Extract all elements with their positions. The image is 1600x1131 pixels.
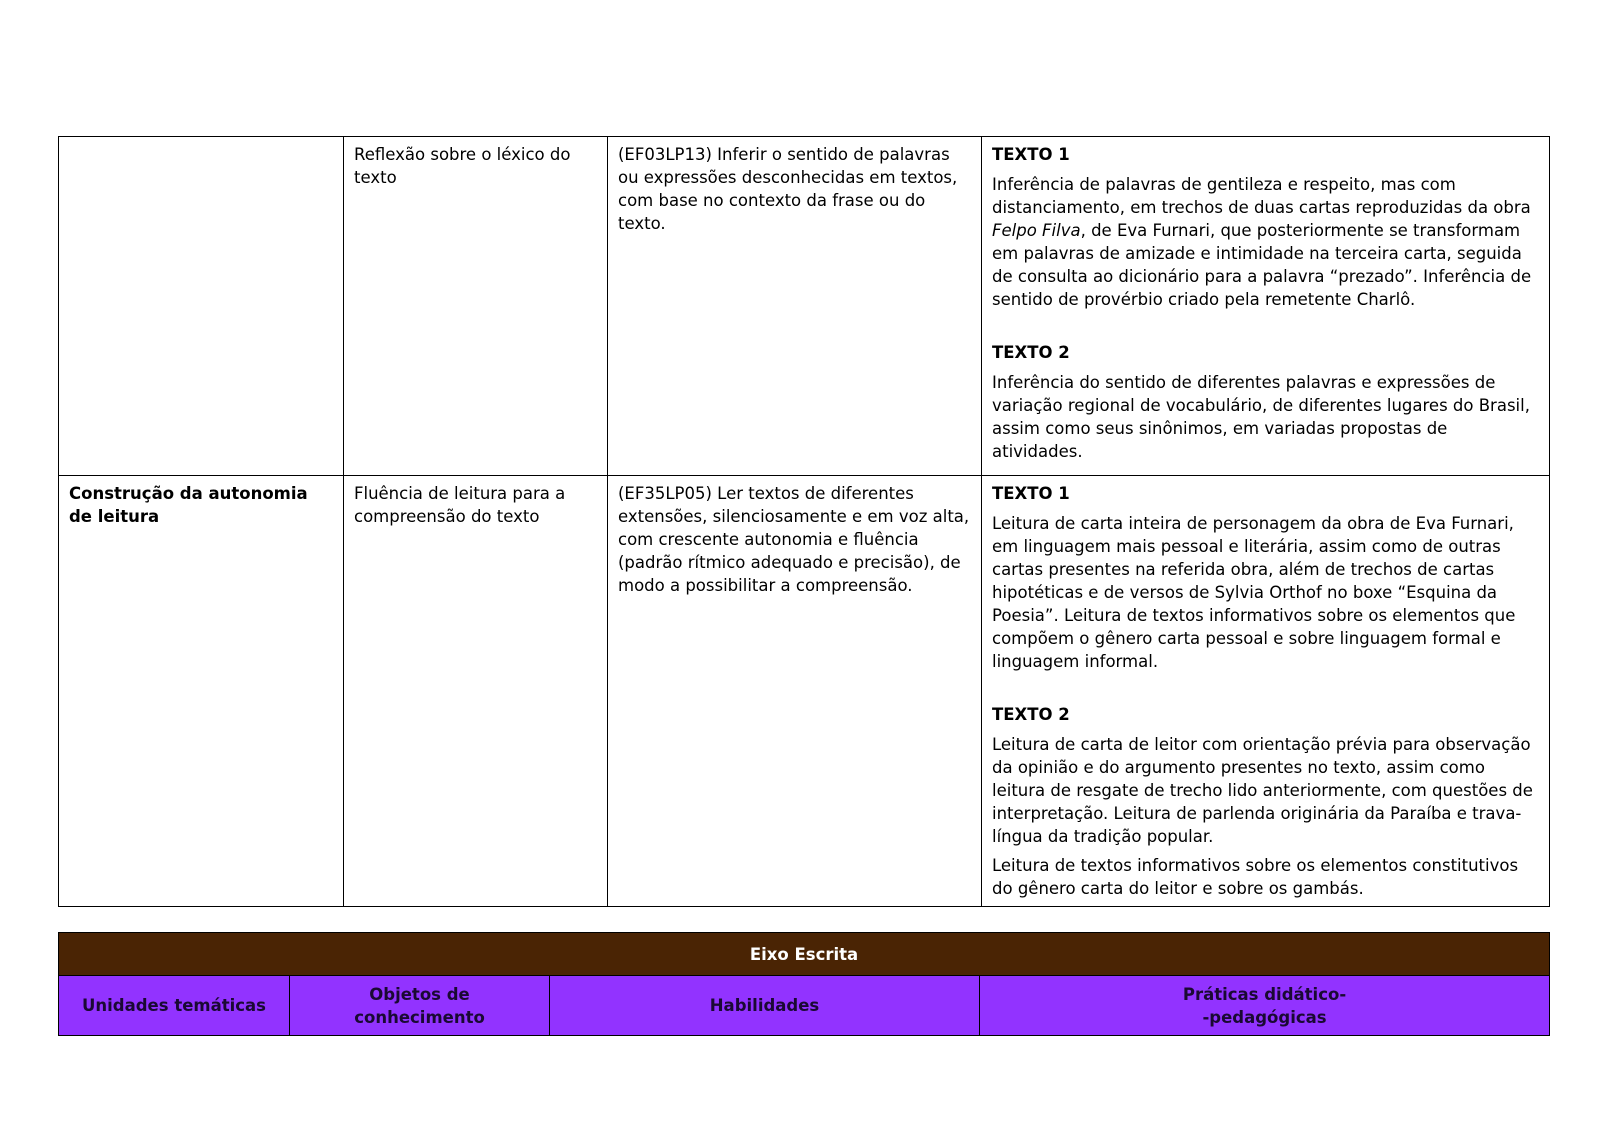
texto2-paragraph-extra: Leitura de textos informativos sobre os elementos constitutivos do gênero carta do leitor e sobre os gambás.: [992, 856, 1519, 898]
object-cell: Fluência de leitura para a compreensão do texto: [344, 476, 608, 907]
unit-cell: [59, 137, 344, 476]
header-practices: Práticas didático- -pedagógicas: [980, 976, 1550, 1036]
texto1-paragraph: Inferência de palavras de gentileza e respeito, mas com distanciamento, em trechos de duas cartas reproduzidas da obra Felpo Filva, de Eva Furnari, que posteriormente se transformam em palavras de amizade e intimidade na terceira carta, seguida de consulta ao dicionário para a palavra “prezado”. Inferência de sentido de provérbio criado pela remetente Charlô.: [992, 175, 1532, 309]
skill-cell: (EF35LP05) Ler textos de diferentes extensões, silenciosamente e em voz alta, com crescente autonomia e fluência (padrão rítmico adequado e precisão), de modo a possibilitar a compreensão.: [608, 476, 982, 907]
practices-cell: [982, 476, 1550, 907]
table-row: [59, 137, 1550, 476]
curriculum-table: [58, 136, 1550, 907]
header-skills: Habilidades: [550, 976, 980, 1036]
header-units: Unidades temáticas: [59, 976, 290, 1036]
texto1-label: TEXTO 1: [992, 145, 1070, 164]
texto1-label: TEXTO 1: [992, 484, 1070, 503]
texto1-paragraph: Leitura de carta inteira de personagem da obra de Eva Furnari, em linguagem mais pessoal e literária, assim como de outras cartas presentes na referida obra, além de trechos de cartas hipotéticas e de versos de Sylvia Orthof no boxe “Esquina da Poesia”. Leitura de textos informativos sobre os elementos que compõem o gênero carta pessoal e sobre linguagem formal e linguagem informal.: [992, 514, 1516, 671]
texto2-paragraph: Leitura de carta de leitor com orientação prévia para observação da opinião e do argumento presentes no texto, assim como leitura de resgate de trecho lido anteriormente, com questões de interpretação. Leitura de parlenda originária da Paraíba e trava-língua da tradição popular.: [992, 735, 1533, 846]
axis-header-table: [58, 932, 1550, 1036]
unit-cell: Construção da autonomia de leitura: [59, 476, 344, 907]
skill-cell: (EF03LP13) Inferir o sentido de palavras ou expressões desconhecidas em textos, com base no contexto da frase ou do texto.: [608, 137, 982, 476]
texto2-label: TEXTO 2: [992, 705, 1070, 724]
axis-title: Eixo Escrita: [59, 933, 1550, 976]
object-cell: Reflexão sobre o léxico do texto: [344, 137, 608, 476]
texto2-label: TEXTO 2: [992, 343, 1070, 362]
practices-cell: [982, 137, 1550, 476]
header-objects: Objetos de conhecimento: [290, 976, 550, 1036]
texto2-paragraph: Inferência do sentido de diferentes palavras e expressões de variação regional de vocabulário, de diferentes lugares do Brasil, assim como seus sinônimos, em variadas propostas de atividades.: [992, 373, 1530, 461]
table-row: [59, 476, 1550, 907]
book-title: Felpo Filva: [992, 221, 1081, 240]
